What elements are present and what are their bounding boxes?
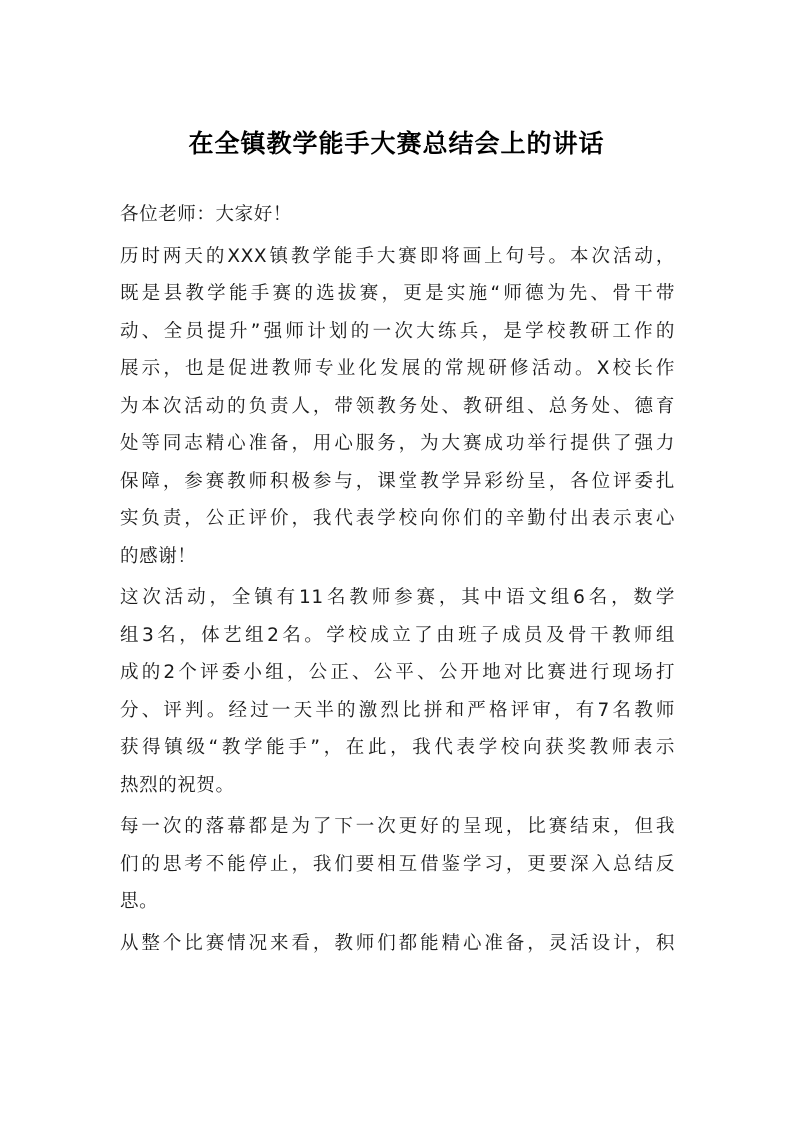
text-line: 实负责，公正评价，我代表学校向你们的辛勤付出表示衷心	[120, 508, 675, 529]
text-line: 处等同志精心准备，用心服务，为大赛成功举行提供了强力	[120, 433, 675, 454]
text-line: 组3名，体艺组2名。学校成立了由班子成员及骨干教师组	[120, 624, 675, 646]
paragraph-greeting	[120, 196, 675, 234]
text-line: 这次活动，全镇有11名教师参赛，其中语文组6名，数学	[120, 587, 675, 608]
paragraph-reflection	[120, 808, 675, 921]
text-line: 为本次活动的负责人，带领教务处、教研组、总务处、德育	[120, 395, 675, 417]
text-line: 们的思考不能停止，我们要相互借鉴学习，更要深入总结反	[120, 853, 675, 875]
text-line: 从整个比赛情况来看，教师们都能精心准备，灵活设计，积	[120, 932, 675, 954]
text-line: 热烈的祝贺。	[120, 774, 235, 796]
text-line: 各位老师：大家好！	[120, 204, 292, 225]
paragraph-overview	[120, 925, 675, 963]
text-line: 既是县教学能手赛的选拔赛，更是实施“师德为先、骨干带	[120, 283, 675, 304]
text-line: 历时两天的XXX镇教学能手大赛即将画上句号。本次活动，	[120, 245, 675, 267]
document-body	[120, 196, 675, 966]
text-line: 每一次的落幕都是为了下一次更好的呈现，比赛结束，但我	[120, 816, 675, 837]
text-line: 保障，参赛教师积极参与，课堂教学异彩纷呈，各位评委扎	[120, 470, 675, 492]
text-line: 动、全员提升”强师计划的一次大练兵，是学校教研工作的	[120, 320, 675, 342]
document-title: 在全镇教学能手大赛总结会上的讲话	[188, 129, 605, 158]
text-line: 的感谢！	[120, 545, 197, 567]
text-line: 分、评判。经过一天半的激烈比拼和严格评审，有7名教师	[120, 699, 675, 721]
text-line: 获得镇级“教学能手”，在此，我代表学校向获奖教师表示	[120, 737, 675, 758]
text-line: 展示，也是促进教师专业化发展的常规研修活动。X校长作	[120, 358, 675, 379]
paragraph-results	[120, 579, 675, 804]
paragraph-introduction	[120, 238, 675, 576]
text-line: 成的2个评委小组，公正、公平、公开地对比赛进行现场打	[120, 662, 675, 683]
text-line: 思。	[120, 891, 159, 912]
